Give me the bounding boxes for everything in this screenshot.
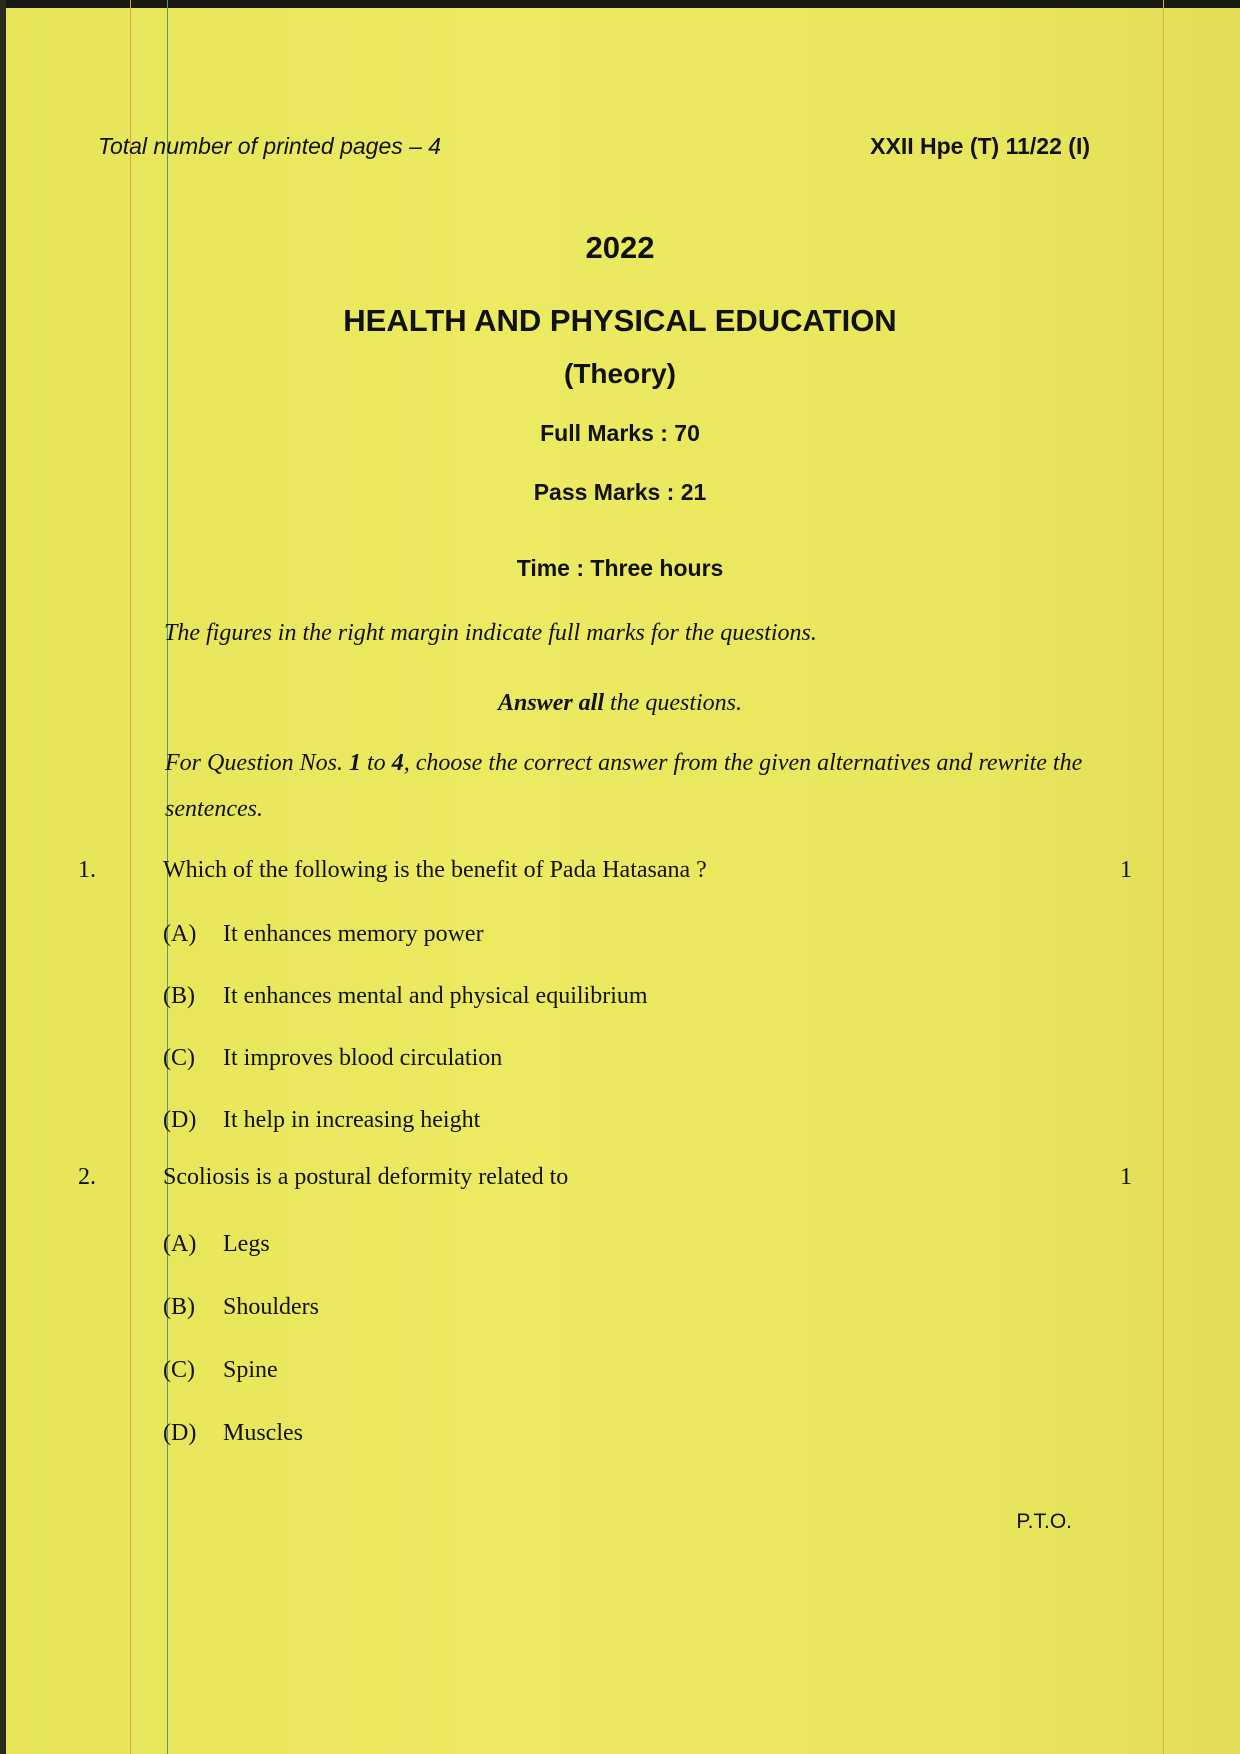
instruction-text: to (361, 750, 392, 776)
printed-pages-note: Total number of printed pages – 4 (98, 133, 442, 159)
option-text: It help in increasing height (223, 1107, 481, 1133)
exam-time: Time : Three hours (516, 555, 724, 581)
option-text: Muscles (223, 1420, 303, 1446)
question-number: 2. (78, 1164, 96, 1190)
question-text: Scoliosis is a postural deformity related to (163, 1164, 569, 1190)
instruction-text: the questions. (604, 690, 743, 716)
paper-code: XXII Hpe (T) 11/22 (I) (870, 133, 1090, 159)
option-text: It improves blood circulation (223, 1045, 503, 1071)
option-label: (A) (163, 1231, 197, 1257)
option-text: Spine (223, 1357, 278, 1383)
instruction-emphasis: 4 (391, 750, 404, 776)
question-marks: 1 (1120, 857, 1132, 883)
please-turn-over: P.T.O. (1016, 1510, 1072, 1533)
option-label: (C) (163, 1045, 195, 1071)
option-text: Shoulders (223, 1294, 319, 1320)
pass-marks: Pass Marks : 21 (533, 479, 707, 505)
paper-type: (Theory) (564, 358, 676, 389)
instruction-mcq (165, 740, 1125, 832)
question-text: Which of the following is the benefit of Pada Hatasana ? (163, 857, 707, 883)
instruction-emphasis: 1 (349, 750, 362, 776)
option-text: Legs (223, 1231, 270, 1257)
scan-top-edge (0, 0, 1240, 8)
option-label: (B) (163, 1294, 195, 1320)
exam-year: 2022 (585, 230, 655, 265)
option-label: (A) (163, 921, 197, 947)
instruction-answer-all (0, 690, 1240, 717)
option-label: (D) (163, 1420, 197, 1446)
instruction-text: For Question Nos. (165, 750, 350, 776)
subject-title: HEALTH AND PHYSICAL EDUCATION (343, 303, 897, 338)
option-label: (B) (163, 983, 195, 1009)
option-text: It enhances memory power (223, 921, 484, 947)
question-number: 1. (78, 857, 96, 883)
option-label: (D) (163, 1107, 197, 1133)
option-text: It enhances mental and physical equilibrium (223, 983, 648, 1009)
full-marks: Full Marks : 70 (540, 420, 700, 446)
instruction-text: , choose the correct answer from the given alternatives and rewrite the sentences. (165, 750, 1083, 822)
instruction-marks: The figures in the right margin indicate full marks for the questions. (164, 620, 817, 646)
option-label: (C) (163, 1357, 195, 1383)
question-marks: 1 (1120, 1164, 1132, 1190)
instruction-emphasis: Answer all (497, 690, 605, 716)
